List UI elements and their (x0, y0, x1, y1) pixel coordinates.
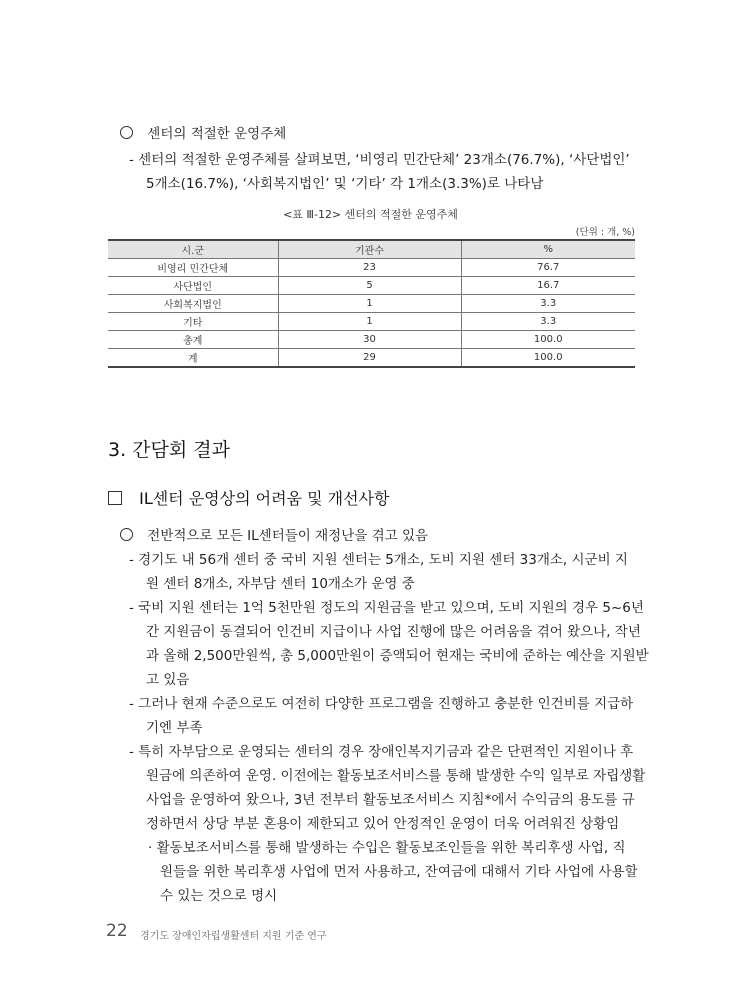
table-cell: 비영리 민간단체 (108, 259, 278, 277)
table-cell: 5 (278, 277, 461, 295)
paragraph-line: 간 지원금이 동결되어 인건비 지급이나 사업 진행에 많은 어려움을 겪어 왔으나, 작년 (146, 624, 641, 640)
table-row (108, 331, 635, 349)
circle-bullet-icon (120, 528, 133, 541)
table-cell: 100.0 (461, 331, 635, 349)
heading-text: 센터의 적절한 운영주체 (147, 126, 287, 142)
paragraph-line: - 그러나 현재 수준으로도 여전히 다양한 프로그램을 진행하고 충분한 인건비를 지급하 (129, 696, 634, 712)
table-cell: 100.0 (461, 349, 635, 368)
bullet-text: 전반적으로 모든 IL센터들이 재정난을 겪고 있음 (147, 528, 429, 544)
table-header-row (108, 240, 635, 259)
section-subtitle (108, 487, 389, 511)
table-cell: 76.7 (461, 259, 635, 277)
paragraph-line: 원 센터 8개소, 자부담 센터 10개소가 운영 중 (146, 576, 415, 592)
paragraph-line: - 센터의 적절한 운영주체를 살펴보면, ‘비영리 민간단체’ 23개소(76.7%), ‘사단법인’ (129, 152, 630, 168)
table-caption: <표 Ⅲ-12> 센터의 적절한 운영주체 (283, 208, 458, 221)
bullet-heading (120, 122, 286, 146)
table-header-cell: 기관수 (278, 240, 461, 259)
table-cell: 29 (278, 349, 461, 368)
bullet-heading (120, 524, 428, 548)
section-title: 3. 간담회 결과 (108, 439, 230, 461)
page-number: 22 (106, 921, 128, 941)
table-cell: 계 (108, 349, 278, 368)
table-row (108, 259, 635, 277)
paragraph-line: 고 있음 (146, 672, 190, 688)
note-line: 원들을 위한 복리후생 사업에 먼저 사용하고, 잔여금에 대해서 기타 사업에 사용할 (160, 864, 638, 880)
table-cell: 3.3 (461, 313, 635, 331)
table-cell: 1 (278, 313, 461, 331)
table-cell: 사단법인 (108, 277, 278, 295)
table-unit: (단위 : 개, %) (575, 227, 635, 238)
square-bullet-icon (108, 491, 122, 505)
paragraph-line: - 국비 지원 센터는 1억 5천만원 정도의 지원금을 받고 있으며, 도비 지원의 경우 5~6년 (129, 600, 644, 616)
data-table (108, 239, 635, 368)
table-cell: 총계 (108, 331, 278, 349)
table-row (108, 277, 635, 295)
paragraph-line: - 특히 자부담으로 운영되는 센터의 경우 장애인복지기금과 같은 단편적인 지원이나 후 (129, 744, 634, 760)
table-cell: 사회복지법인 (108, 295, 278, 313)
circle-bullet-icon (120, 126, 133, 139)
table-cell: 3.3 (461, 295, 635, 313)
table-cell: 23 (278, 259, 461, 277)
paragraph-line: 5개소(16.7%), ‘사회복지법인’ 및 ‘기타’ 각 1개소(3.3%)로 나타남 (146, 176, 544, 192)
table-cell: 30 (278, 331, 461, 349)
note-line: 수 있는 것으로 명시 (160, 888, 278, 904)
table-cell: 1 (278, 295, 461, 313)
paragraph-line: 정하면서 상당 부분 혼용이 제한되고 있어 안정적인 운영이 더욱 어려워진 상황임 (146, 816, 620, 832)
table-row (108, 295, 635, 313)
table-cell: 16.7 (461, 277, 635, 295)
table-cell: 기타 (108, 313, 278, 331)
paragraph-line: - 경기도 내 56개 센터 중 국비 지원 센터는 5개소, 도비 지원 센터 33개소, 시군비 지 (129, 552, 628, 568)
subtitle-text: IL센터 운영상의 어려움 및 개선사항 (139, 489, 390, 508)
note-line: · 활동보조서비스를 통해 발생하는 수입은 활동보조인들을 위한 복리후생 사업, 직 (148, 840, 626, 856)
paragraph-line: 기엔 부족 (146, 720, 203, 736)
paragraph-line: 사업을 운영하여 왔으나, 3년 전부터 활동보조서비스 지침*에서 수익금의 용도를 규 (146, 792, 635, 808)
table-row (108, 349, 635, 368)
running-footer-title: 경기도 장애인자립생활센터 지원 기준 연구 (140, 931, 327, 942)
paragraph-line: 과 올해 2,500만원씩, 총 5,000만원이 증액되어 현재는 국비에 준하는 예산을 지원받 (146, 648, 649, 664)
paragraph-line: 원금에 의존하여 운영. 이전에는 활동보조서비스를 통해 발생한 수익 일부로 자립생활 (146, 768, 646, 784)
table-header-cell: 시.군 (108, 240, 278, 259)
table-header-cell: % (461, 240, 635, 259)
table-row (108, 313, 635, 331)
